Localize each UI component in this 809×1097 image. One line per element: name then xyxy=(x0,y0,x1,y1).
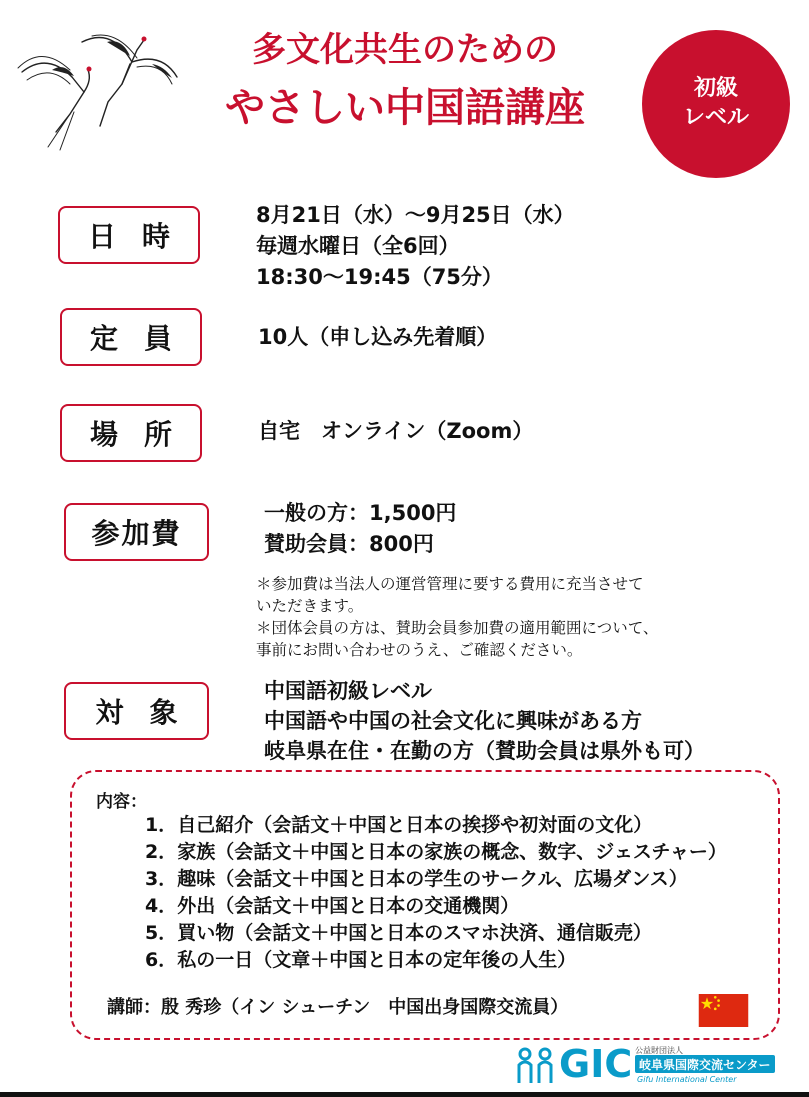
contents-item: 1．自己紹介（会話文＋中国と日本の挨拶や初対面の文化） xyxy=(145,814,653,836)
datetime-info xyxy=(256,200,575,293)
logo-small-text: 公益財団法人 xyxy=(635,1046,683,1055)
label-fee: 参加費 xyxy=(64,503,209,561)
fee-line: 一般の方：1,500円 xyxy=(264,501,457,525)
datetime-line: 18:30～19:45（75分） xyxy=(256,265,503,289)
target-line: 中国語や中国の社会文化に興味がある方 xyxy=(264,709,642,733)
fee-info xyxy=(264,498,456,560)
cranes-illustration xyxy=(12,22,182,152)
contents-item: 2．家族（会話文＋中国と日本の家族の概念、数字、ジェスチャー） xyxy=(145,841,727,863)
fee-line: 賛助会員：800円 xyxy=(264,532,434,556)
fee-note-line: 事前にお問い合わせのうえ、ご確認ください。 xyxy=(256,641,583,659)
people-logo-icon xyxy=(515,1045,557,1085)
level-badge-line2: レベル xyxy=(682,105,749,130)
logo-organization-name: 岐阜県国際交流センター xyxy=(635,1055,775,1073)
target-line: 岐阜県在住・在勤の方（賛助会員は県外も可） xyxy=(264,739,705,763)
logo-english-name: Gifu International Center xyxy=(637,1075,737,1084)
label-datetime: 日時 xyxy=(58,206,200,264)
fee-note-line: ＊参加費は当法人の運営管理に要する費用に充当させて xyxy=(256,575,644,593)
contents-list xyxy=(145,812,727,974)
venue-line: 自宅 オンライン（Zoom） xyxy=(258,419,534,443)
label-capacity: 定員 xyxy=(60,308,202,366)
contents-item: 3．趣味（会話文＋中国と日本の学生のサークル、広場ダンス） xyxy=(145,868,688,890)
capacity-info xyxy=(258,322,497,353)
logo-mark: GIC xyxy=(559,1042,633,1086)
contents-item: 6．私の一日（文章＋中国と日本の定年後の人生） xyxy=(145,949,577,971)
china-flag-icon xyxy=(698,994,749,1027)
capacity-line: 10人（申し込み先着順） xyxy=(258,325,498,349)
level-badge-line1: 初級 xyxy=(693,76,738,102)
label-target: 対象 xyxy=(64,682,209,740)
datetime-line: 毎週水曜日（全6回） xyxy=(256,234,460,258)
fee-note-line: ＊団体会員の方は、賛助会員参加費の適用範囲について、 xyxy=(256,619,659,637)
contents-title: 内容： xyxy=(96,792,147,812)
bottom-border xyxy=(0,1092,809,1097)
label-venue: 場所 xyxy=(60,404,202,462)
contents-item: 4．外出（会話文＋中国と日本の交通機関） xyxy=(145,895,520,917)
datetime-line: 8月21日（水）～9月25日（水） xyxy=(256,203,575,227)
target-info xyxy=(264,676,705,766)
target-line: 中国語初級レベル xyxy=(264,679,432,703)
level-badge xyxy=(642,30,790,178)
contents-item: 5．買い物（会話文＋中国と日本のスマホ決済、通信販売） xyxy=(145,922,652,944)
gic-logo xyxy=(513,1041,773,1089)
lecturer-info: 講師：殷 秀珍（イン シューチン 中国出身国際交流員） xyxy=(107,997,569,1018)
fee-note-line: いただきます。 xyxy=(256,597,364,615)
venue-info xyxy=(258,416,533,447)
fee-notes xyxy=(256,573,658,661)
page-title-line2: やさしい中国語講座 xyxy=(225,85,585,131)
page-title-line1: 多文化共生のための xyxy=(252,30,558,70)
